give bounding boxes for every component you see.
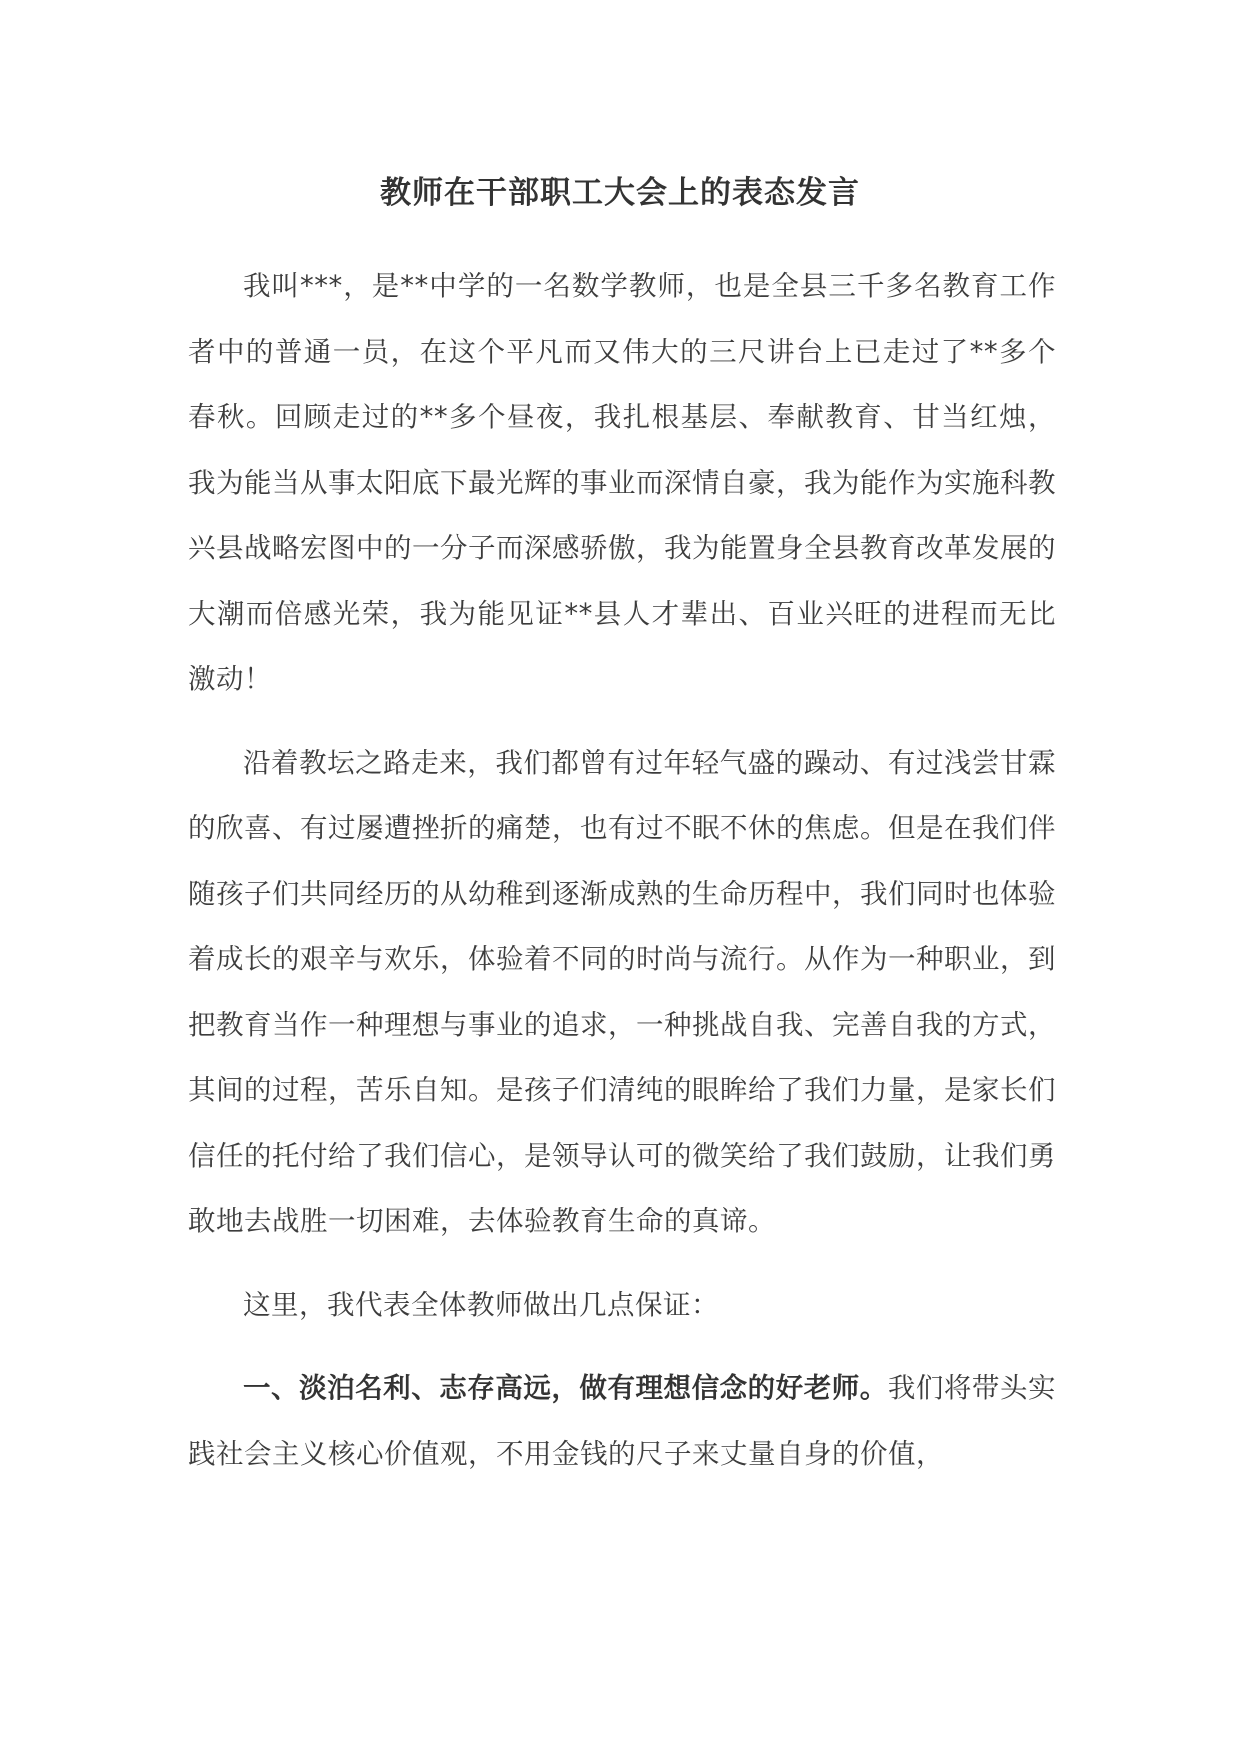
paragraph-introduction: 我叫***，是**中学的一名数学教师，也是全县三千多名教育工作者中的普通一员，在这个平凡而又伟大的三尺讲台上已走过了**多个春秋。回顾走过的**多个昼夜，我扎根基层、奉献教育、甘当红烛，我为能当从事太阳底下最光辉的事业而深情自豪，我为能作为实施科教兴县战略宏图中的一分子而深感骄傲，我为能置身全县教育改革发展的大潮而倍感光荣，我为能见证**县人才辈出、百业兴旺的进程而无比激动！	[188, 270, 1056, 695]
paragraph-pledge-intro: 这里，我代表全体教师做出几点保证：	[243, 1288, 719, 1321]
document-title: 教师在干部职工大会上的表态发言	[380, 175, 860, 211]
paragraph-teaching-journey: 沿着教坛之路走来，我们都曾有过年轻气盛的躁动、有过浅尝甘霖的欣喜、有过屡遭挫折的痛楚，也有过不眠不休的焦虑。但是在我们伴随孩子们共同经历的从幼稚到逐渐成熟的生命历程中，我们同时也体验着成长的艰辛与欢乐，体验着不同的时尚与流行。从作为一种职业，到把教育当作一种理想与事业的追求，一种挑战自我、完善自我的方式，其间的过程，苦乐自知。是孩子们清纯的眼眸给了我们力量，是家长们信任的托付给了我们信心，是领导认可的微笑给了我们鼓励，让我们勇敢地去战胜一切困难，去体验教育生命的真谛。	[188, 746, 1056, 1237]
paragraph-point-one	[188, 1356, 1056, 1487]
point-one-heading: 一、淡泊名利、志存高远，做有理想信念的好老师。	[243, 1372, 888, 1404]
document-body	[188, 254, 1056, 1505]
point-one-text: 我们将带头实践社会主义核心价值观，不用金钱的尺子来丈量自身的价值，	[188, 1372, 1057, 1470]
